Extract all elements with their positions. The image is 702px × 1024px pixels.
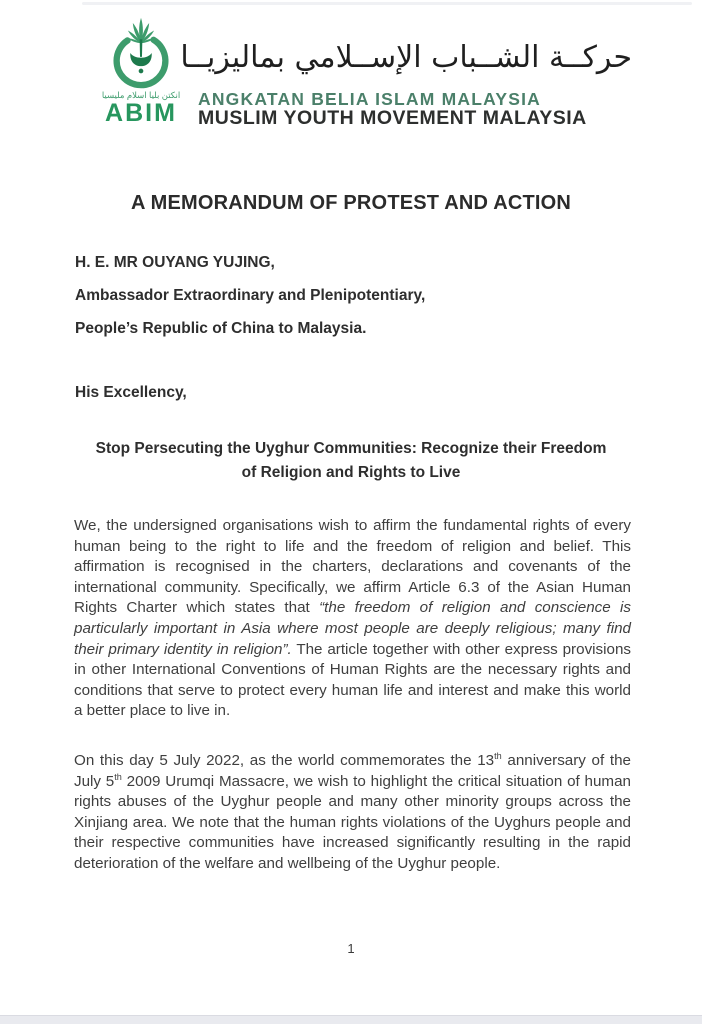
subject-line: Stop Persecuting the Uyghur Communities: Recognize their Freedom of Religion and Rights to Live bbox=[95, 440, 607, 481]
abim-acronym: ABIM bbox=[105, 99, 177, 127]
scan-edge-artifact bbox=[82, 2, 692, 5]
recipient-role: Ambassador Extraordinary and Plenipotentiary, bbox=[75, 287, 426, 304]
scan-bottom-edge bbox=[0, 1015, 702, 1024]
arabic-calligraphy: حركــة الشــباب الإســلامي بماليزيــا bbox=[180, 40, 632, 75]
recipient-name: H. E. MR OUYANG YUJING, bbox=[75, 254, 275, 271]
recipient-block bbox=[75, 255, 631, 354]
salutation: His Excellency, bbox=[75, 384, 187, 401]
recipient-country: People’s Republic of China to Malaysia. bbox=[75, 320, 367, 337]
org-name-malay: ANGKATAN BELIA ISLAM MALAYSIA bbox=[198, 89, 541, 109]
paragraph-2: On this day 5 July 2022, as the world commemorates the 13th anniversary of the July 5th 2009 Urumqi Massacre, we wish to highlight the critical situation of human rights abuses of the Uyghur people and many other minority groups across the Xinjiang area. We note that the human rights violations of the Uyghurs people and their respective communities have increased significantly resulting in the rapid deterioration of the welfare and wellbeing of the Uyghur people. bbox=[74, 750, 631, 872]
jawi-motto-text: انكتن بليا اسلام مليسيا bbox=[101, 90, 181, 100]
abim-logo-icon bbox=[101, 12, 181, 90]
document-title: A MEMORANDUM OF PROTEST AND ACTION bbox=[130, 192, 572, 214]
abim-logo-block bbox=[92, 12, 190, 126]
page-number: 1 bbox=[347, 941, 355, 956]
paragraph-1: We, the undersigned organisations wish to affirm the fundamental rights of every human being to the right to life and the freedom of religion and belief. This affirmation is recognised in the charters, declarations and covenants of the international community. Specifically, we affirm Article 6.3 of the Asian Human Rights Charter which states that “the freedom of religion and conscience is particularly important in Asia where most people are deeply religious; many find their primary identity in religion”. The article together with other express provisions in other International Conventions of Human Rights are the necessary rights and conditions that serve to protect every human life and interest and make this world a better place to live in. bbox=[74, 517, 631, 720]
org-name-english: MUSLIM YOUTH MOVEMENT MALAYSIA bbox=[198, 107, 587, 129]
